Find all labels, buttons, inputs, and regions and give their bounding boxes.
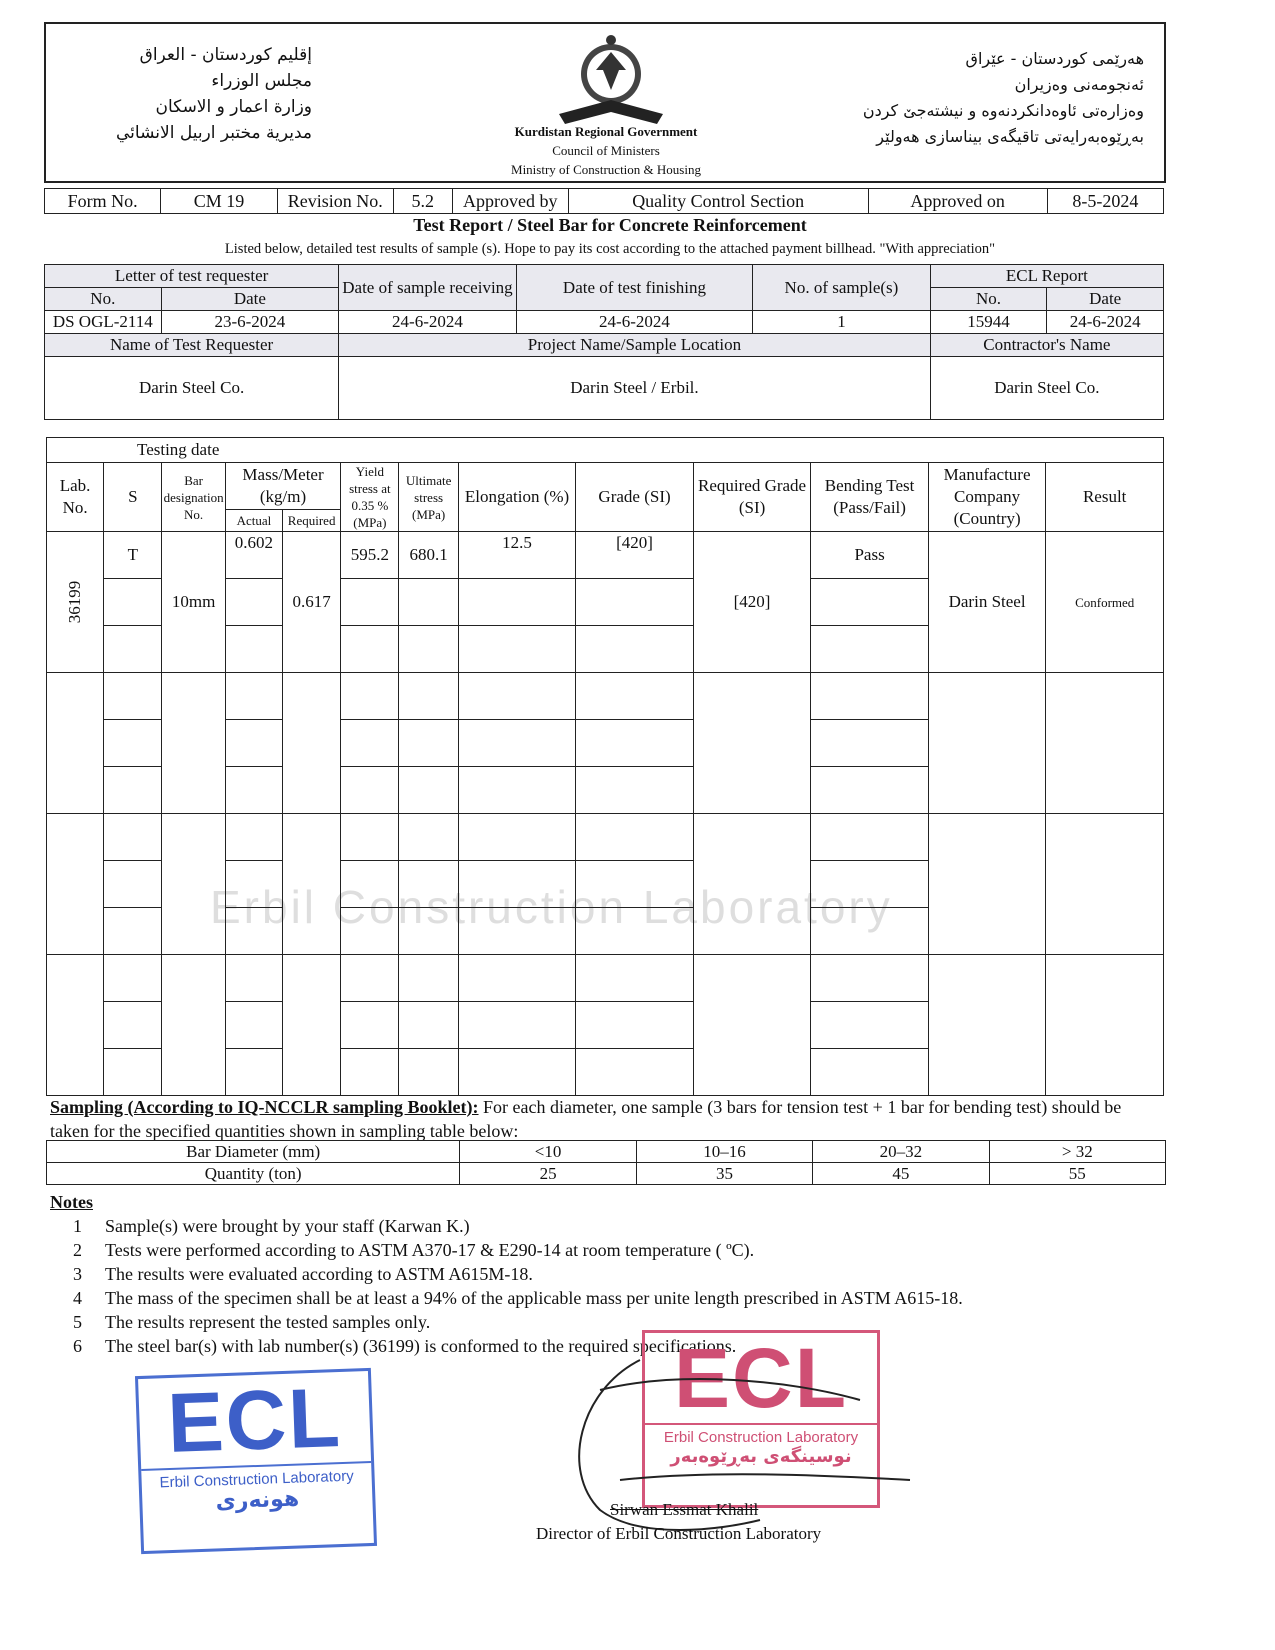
empty-cell (1046, 955, 1164, 1096)
note-number: 4 (73, 1288, 82, 1308)
empty-cell (341, 579, 399, 626)
empty-cell (104, 767, 162, 814)
empty-cell (162, 955, 225, 1096)
ecl-report-label: ECL Report (930, 265, 1163, 288)
diameter-label: Bar Diameter (mm) (47, 1141, 460, 1163)
col-elongation: Elongation (%) (458, 463, 576, 532)
empty-cell (576, 673, 694, 720)
elongation: 12.5 (458, 532, 576, 579)
lab-no-cell (47, 532, 104, 673)
empty-cell (104, 720, 162, 767)
empty-cell (811, 908, 929, 955)
requester-name: Darin Steel Co. (45, 357, 339, 420)
signatory-name: Sirwan Essmat Khalil (610, 1500, 759, 1519)
note-item (50, 1286, 1160, 1310)
empty-cell (458, 673, 576, 720)
empty-cell (399, 673, 458, 720)
empty-cell (811, 626, 929, 673)
notes-heading: Notes (50, 1192, 93, 1212)
col-required-grade: Required Grade (SI) (693, 463, 811, 532)
empty-cell (341, 673, 399, 720)
finishing-label: Date of test finishing (516, 265, 752, 311)
sampling-table (46, 1140, 1166, 1185)
empty-cell (104, 626, 162, 673)
diameter-value: 20–32 (813, 1141, 989, 1163)
empty-cell (458, 579, 576, 626)
bending-result: Pass (811, 532, 929, 579)
empty-cell (576, 814, 694, 861)
receiving-label: Date of sample receiving (339, 265, 517, 311)
empty-cell (104, 861, 162, 908)
nsamples: 1 (753, 311, 931, 334)
empty-cell (576, 861, 694, 908)
empty-cell (225, 955, 282, 1002)
ecl-date-label: Date (1047, 288, 1164, 311)
empty-cell (399, 767, 458, 814)
quantity-value: 45 (813, 1163, 989, 1185)
note-item (50, 1262, 1160, 1286)
blue-ecl-stamp (135, 1368, 377, 1554)
stamp-lab-name: Erbil Construction Laboratory (645, 1423, 877, 1446)
note-text: Tests were performed according to ASTM A370-17 & E290-14 at room temperature ( ºC). (105, 1240, 755, 1260)
sampling-heading: Sampling (According to IQ-NCCLR sampling Booklet): (50, 1097, 479, 1117)
stamp-lab-name: Erbil Construction Laboratory (141, 1461, 372, 1492)
empty-cell (47, 814, 104, 955)
s-value: T (104, 532, 162, 579)
empty-cell (811, 861, 929, 908)
stamp-logo: ECL (674, 1331, 848, 1425)
kurdish-header (814, 46, 1144, 150)
empty-cell (399, 908, 458, 955)
empty-cell (928, 814, 1046, 955)
receiving-date: 24-6-2024 (339, 311, 517, 334)
empty-cell (576, 1002, 694, 1049)
empty-cell (341, 861, 399, 908)
arabic-line: وزارة اعمار و الاسكان (155, 97, 312, 117)
signatory-title: Director of Erbil Construction Laboratory (536, 1524, 822, 1543)
project-label: Project Name/Sample Location (339, 334, 931, 357)
empty-cell (458, 861, 576, 908)
empty-cell (47, 673, 104, 814)
grade: [420] (576, 532, 694, 579)
col-lab-no: Lab. No. (47, 463, 104, 532)
empty-cell (576, 626, 694, 673)
empty-cell (399, 720, 458, 767)
empty-cell (225, 720, 282, 767)
empty-cell (928, 673, 1046, 814)
mass-required: 0.617 (283, 532, 341, 673)
empty-cell (811, 579, 929, 626)
empty-cell (458, 767, 576, 814)
col-result: Result (1046, 463, 1164, 532)
empty-cell (1046, 814, 1164, 955)
bar-designation: 10mm (162, 532, 225, 673)
empty-cell (341, 767, 399, 814)
krg-name: Kurdistan Regional Government (514, 124, 698, 139)
note-number: 3 (73, 1264, 82, 1284)
note-text: The results were evaluated according to ASTM A615M-18. (105, 1264, 533, 1284)
stamp-kurdish: نوسینگەی بەڕێوەبەر (670, 1446, 852, 1467)
col-mass: Mass/Meter (kg/m) (225, 463, 340, 510)
form-no: CM 19 (161, 189, 277, 214)
empty-cell (283, 673, 341, 814)
empty-cell (576, 1049, 694, 1096)
revision-label: Revision No. (277, 189, 393, 214)
diameter-value: <10 (460, 1141, 636, 1163)
form-info-row (44, 188, 1164, 214)
approved-on-label: Approved on (868, 189, 1047, 214)
approved-by: Quality Control Section (568, 189, 868, 214)
empty-cell (458, 720, 576, 767)
empty-cell (104, 814, 162, 861)
empty-cell (576, 908, 694, 955)
empty-cell (283, 955, 341, 1096)
kurdish-line: وەزارەتی ئاوەدانکردنەوە و نیشتەجێ کردن (862, 101, 1144, 120)
empty-cell (399, 1002, 458, 1049)
col-actual: Actual (225, 509, 282, 531)
col-grade: Grade (SI) (576, 463, 694, 532)
empty-cell (576, 955, 694, 1002)
col-required: Required (283, 509, 341, 531)
note-text: The results represent the tested samples only. (105, 1312, 431, 1332)
note-number: 1 (73, 1216, 82, 1236)
empty-cell (399, 1049, 458, 1096)
empty-cell (162, 814, 225, 955)
quantity-value: 35 (636, 1163, 812, 1185)
letter-date: 23-6-2024 (161, 311, 339, 334)
stamp-logo: ECL (165, 1370, 344, 1471)
note-number: 2 (73, 1240, 82, 1260)
empty-cell (399, 814, 458, 861)
empty-cell (928, 955, 1046, 1096)
ultimate-stress: 680.1 (399, 532, 458, 579)
form-no-label: Form No. (45, 189, 161, 214)
page-title: Test Report / Steel Bar for Concrete Reinforcement (413, 215, 807, 235)
quantity-value: 25 (460, 1163, 636, 1185)
results-table (46, 437, 1164, 1096)
arabic-line: مجلس الوزراء (211, 71, 312, 91)
ecl-no-label: No. (930, 288, 1047, 311)
empty-cell (225, 908, 282, 955)
empty-cell (104, 1049, 162, 1096)
empty-cell (399, 861, 458, 908)
empty-cell (458, 955, 576, 1002)
empty-cell (811, 673, 929, 720)
empty-cell (341, 1049, 399, 1096)
approved-on: 8-5-2024 (1047, 189, 1163, 214)
empty-cell (47, 955, 104, 1096)
letter-date-label: Date (161, 288, 339, 311)
watermark: Erbil Construction Laboratory (210, 881, 893, 933)
empty-cell (104, 955, 162, 1002)
empty-cell (225, 767, 282, 814)
note-number: 6 (73, 1336, 82, 1356)
empty-cell (399, 579, 458, 626)
note-text: The steel bar(s) with lab number(s) (36199) is conformed to the required specifications. (105, 1336, 737, 1356)
empty-cell (811, 767, 929, 814)
stamp-kurdish: هونەری (215, 1486, 300, 1515)
empty-cell (458, 908, 576, 955)
finishing-date: 24-6-2024 (516, 311, 752, 334)
empty-cell (341, 814, 399, 861)
testing-date-label: Testing date (47, 438, 1164, 463)
lab-no: 36199 (65, 580, 85, 624)
empty-cell (104, 579, 162, 626)
contractor-name: Darin Steel Co. (930, 357, 1163, 420)
ecl-no: 15944 (930, 311, 1047, 334)
empty-cell (341, 720, 399, 767)
col-manufacturer: Manufacture Company (Country) (928, 463, 1046, 532)
arabic-line: مديرية مختبر اربيل الانشائي (116, 123, 312, 143)
note-item (50, 1238, 1160, 1262)
sampling-section (50, 1095, 1160, 1143)
empty-cell (811, 720, 929, 767)
approved-by-label: Approved by (452, 189, 568, 214)
page-subtitle: Listed below, detailed test results of sample (s). Hope to pay its cost according to the attached payment billhead. "With appreciation" (224, 241, 996, 257)
empty-cell (458, 1049, 576, 1096)
sampling-text: For each diameter, one sample (3 bars for tension test + 1 bar for bending test) should be taken for the specified quantities shown in sampling table below: (50, 1097, 1122, 1141)
empty-cell (225, 861, 282, 908)
request-info-table (44, 264, 1164, 420)
empty-cell (225, 626, 282, 673)
empty-cell (458, 814, 576, 861)
empty-cell (399, 626, 458, 673)
empty-cell (283, 814, 341, 955)
col-ultimate: Ultimate stress (MPa) (399, 463, 458, 532)
empty-cell (576, 579, 694, 626)
empty-cell (341, 908, 399, 955)
kurdish-line: بەڕێوەبەرایەتی تاقیگەی بیناسازی هەولێر (876, 127, 1144, 146)
empty-cell (576, 767, 694, 814)
empty-cell (811, 814, 929, 861)
empty-cell (225, 814, 282, 861)
ecl-date: 24-6-2024 (1047, 311, 1164, 334)
empty-cell (1046, 673, 1164, 814)
empty-cell (458, 626, 576, 673)
quantity-value: 55 (989, 1163, 1165, 1185)
note-item (50, 1214, 1160, 1238)
note-number: 5 (73, 1312, 82, 1332)
empty-cell (811, 1049, 929, 1096)
kurdish-line: هەرێمی کوردستان - عێراق (965, 49, 1144, 68)
diameter-value: 10–16 (636, 1141, 812, 1163)
empty-cell (811, 955, 929, 1002)
nsamples-label: No. of sample(s) (753, 265, 931, 311)
empty-cell (104, 908, 162, 955)
letter-no: DS OGL-2114 (45, 311, 162, 334)
diameter-value: > 32 (989, 1141, 1165, 1163)
manufacturer: Darin Steel (928, 532, 1046, 673)
empty-cell (225, 579, 282, 626)
kurdish-line: ئەنجومەنی وەزیران (1014, 75, 1144, 94)
col-bar-designation: Bar designation No. (162, 463, 225, 532)
empty-cell (458, 1002, 576, 1049)
letterhead (44, 22, 1166, 183)
arabic-header (62, 42, 312, 146)
yield-stress: 595.2 (341, 532, 399, 579)
ministry-name: Ministry of Construction & Housing (511, 162, 701, 177)
empty-cell (225, 673, 282, 720)
letter-label: Letter of test requester (45, 265, 339, 288)
empty-cell (811, 1002, 929, 1049)
empty-cell (104, 1002, 162, 1049)
empty-cell (341, 1002, 399, 1049)
empty-cell (341, 626, 399, 673)
letter-no-label: No. (45, 288, 162, 311)
col-bending: Bending Test (Pass/Fail) (811, 463, 929, 532)
mass-actual: 0.602 (225, 532, 282, 579)
arabic-line: إقليم كوردستان - العراق (139, 45, 312, 65)
requester-label: Name of Test Requester (45, 334, 339, 357)
empty-cell (693, 673, 811, 814)
contractor-label: Contractor's Name (930, 334, 1163, 357)
empty-cell (162, 673, 225, 814)
note-text: The mass of the specimen shall be at least a 94% of the applicable mass per unite length prescribed in ASTM A615-18. (105, 1288, 963, 1308)
col-yield: Yield stress at 0.35 % (MPa) (341, 463, 399, 532)
revision-no: 5.2 (393, 189, 452, 214)
required-grade: [420] (693, 532, 811, 673)
empty-cell (225, 1002, 282, 1049)
col-s: S (104, 463, 162, 532)
note-text: Sample(s) were brought by your staff (Karwan K.) (105, 1216, 470, 1236)
empty-cell (225, 1049, 282, 1096)
empty-cell (341, 955, 399, 1002)
result: Conformed (1046, 532, 1164, 673)
empty-cell (693, 814, 811, 955)
council-name: Council of Ministers (552, 143, 660, 158)
quantity-label: Quantity (ton) (47, 1163, 460, 1185)
empty-cell (104, 673, 162, 720)
empty-cell (576, 720, 694, 767)
empty-cell (693, 955, 811, 1096)
english-header (436, 122, 776, 179)
empty-cell (399, 955, 458, 1002)
project-name: Darin Steel / Erbil. (339, 357, 931, 420)
